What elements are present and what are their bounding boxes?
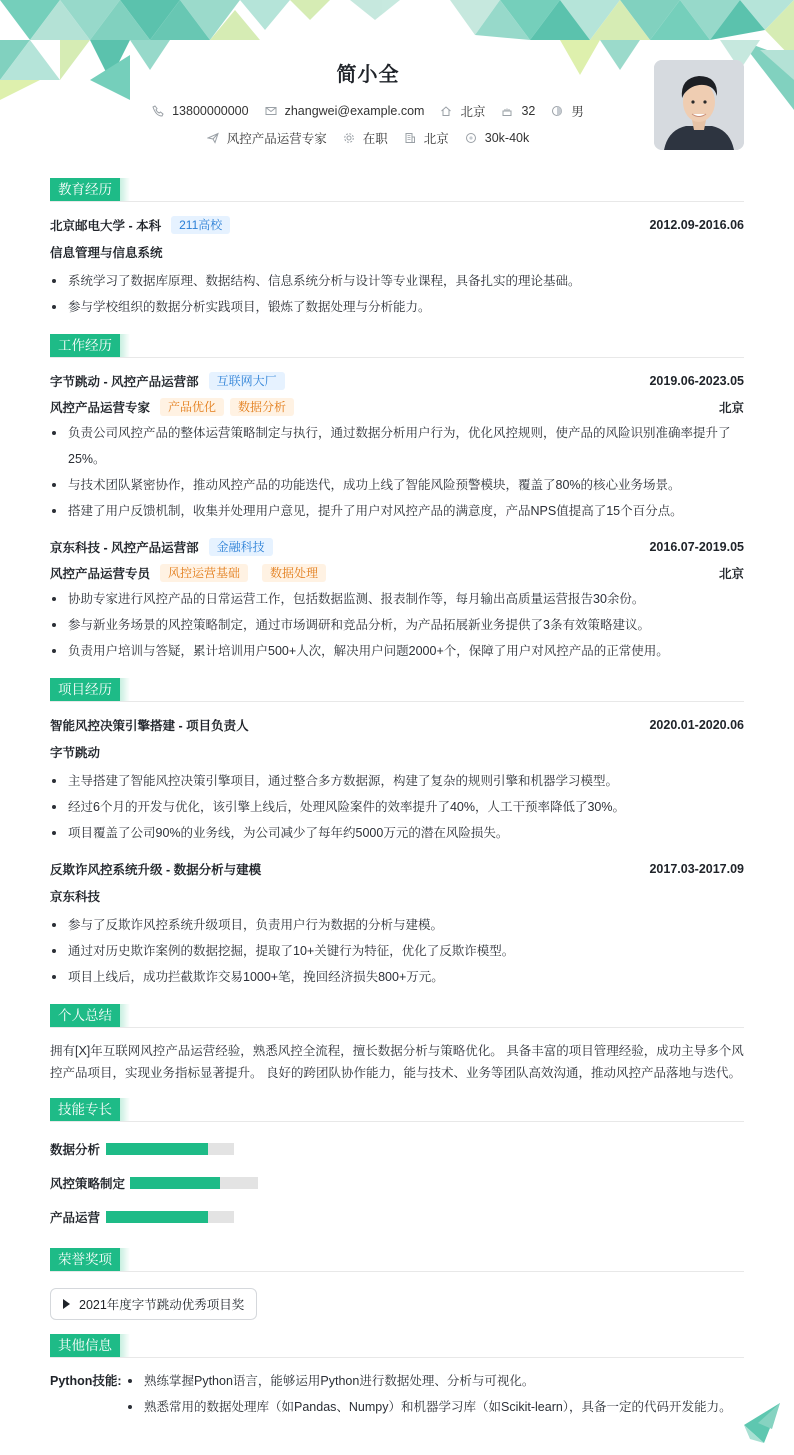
- company-name: 京东科技 - 风控产品运营部: [50, 541, 199, 555]
- skill-item: [50, 1132, 403, 1166]
- skills-list: [50, 1132, 744, 1234]
- bullet-list: [50, 768, 744, 846]
- skill-label: 产品运营: [50, 1211, 101, 1225]
- salary-text: 30k-40k: [484, 131, 530, 145]
- resume-header: [0, 0, 794, 170]
- role-tag: 数据分析: [230, 398, 294, 416]
- skill-fill: [130, 1177, 220, 1189]
- avatar-portrait: [654, 60, 744, 150]
- gender-text: 男: [571, 105, 584, 119]
- section-title: 工作经历: [50, 334, 120, 357]
- salary-item: [465, 131, 529, 145]
- bullet-item: 系统学习了数据库原理、数据结构、信息系统分析与设计等专业课程，具备扎实的理论基础。: [50, 268, 744, 294]
- work-city: 北京: [718, 567, 744, 581]
- gear-icon: [343, 132, 355, 144]
- home-icon: [440, 105, 452, 117]
- school-tag: 211高校: [171, 216, 230, 234]
- summary-section: [50, 1004, 744, 1084]
- entry-header: [50, 212, 744, 238]
- skill-bar: [106, 1211, 234, 1223]
- project-name: 智能风控决策引擎搭建 - 项目负责人: [50, 719, 249, 733]
- footer-decoration: [744, 1403, 780, 1443]
- bullet-item: 经过6个月的开发与优化，该引擎上线后，处理风险案件的效率提升了40%，人工干预率降低了30%。: [50, 794, 744, 820]
- projects-section: [50, 678, 744, 990]
- job-intent-row: [0, 129, 736, 147]
- skill-fill: [106, 1143, 208, 1155]
- bullet-item: 熟练掌握Python语言，能够运用Python进行数据处理、分析与可视化。: [126, 1368, 744, 1394]
- education-entry: [50, 212, 744, 320]
- entry-header: [50, 368, 744, 394]
- status-item: [343, 129, 388, 147]
- entry-date: 2020.01-2020.06: [649, 718, 744, 732]
- bullet-item: 负责公司风控产品的整体运营策略制定与执行，通过数据分析用户行为，优化风控规则，使产品的风险识别准确率提升了25%。: [50, 420, 744, 472]
- phone-text: 13800000000: [172, 104, 249, 118]
- section-header: [50, 1248, 744, 1272]
- section-title-tail: [120, 1334, 130, 1357]
- skill-item: [50, 1200, 403, 1234]
- project-name: 反欺诈风控系统升级 - 数据分析与建模: [50, 863, 262, 877]
- section-header: [50, 1098, 744, 1122]
- section-title-tail: [120, 178, 130, 201]
- section-title-tail: [120, 1098, 130, 1121]
- bullet-list: [126, 1368, 744, 1420]
- entry-header: [50, 534, 744, 560]
- section-title: 个人总结: [50, 1004, 120, 1027]
- role-row: [50, 560, 744, 586]
- work-section: [50, 334, 744, 664]
- award-text: 2021年度字节跳动优秀项目奖: [79, 1298, 245, 1312]
- coin-icon: [465, 132, 477, 144]
- role-row: [50, 394, 744, 420]
- status-text: 在职: [362, 132, 388, 146]
- bullet-list: [50, 268, 744, 320]
- section-title: 技能专长: [50, 1098, 120, 1121]
- project-entry: [50, 856, 744, 990]
- bullet-list: [50, 420, 744, 524]
- bullet-item: 熟悉常用的数据处理库（如Pandas、Numpy）和机器学习库（如Scikit-learn），具备一定的代码开发能力。: [126, 1394, 744, 1420]
- bullet-item: 主导搭建了智能风控决策引擎项目，通过整合多方数据源，构建了复杂的规则引擎和机器学习模型。: [50, 768, 744, 794]
- section-title: 教育经历: [50, 178, 120, 201]
- gender-icon: [551, 105, 563, 117]
- position-item: [207, 129, 327, 147]
- email-item: [265, 104, 425, 118]
- age-text: 32: [521, 104, 536, 118]
- bullet-item: 通过对历史欺诈案例的数据挖掘，提取了10+关键行为特征，优化了反欺诈模型。: [50, 938, 744, 964]
- role-tag: 风控运营基础: [160, 564, 248, 582]
- bullet-item: 与技术团队紧密协作，推动风控产品的功能迭代，成功上线了智能风险预警模块，覆盖了80%的核心业务场景。: [50, 472, 744, 498]
- city-item: [404, 129, 449, 147]
- role-tag: 数据处理: [262, 564, 326, 582]
- company-tag: 互联网大厂: [209, 372, 285, 390]
- candidate-name: 简小全: [336, 64, 400, 86]
- section-title-tail: [120, 678, 130, 701]
- bullet-item: 参与学校组织的数据分析实践项目，锻炼了数据处理与分析能力。: [50, 294, 744, 320]
- building-icon: [404, 132, 416, 144]
- email-icon: [265, 105, 277, 117]
- bullet-list: [50, 912, 744, 990]
- bullet-item: 参与了反欺诈风控系统升级项目，负责用户行为数据的分析与建模。: [50, 912, 744, 938]
- phone-item: [152, 104, 248, 118]
- gender-item: [551, 102, 584, 120]
- section-title: 项目经历: [50, 678, 120, 701]
- major-name: 信息管理与信息系统: [50, 246, 163, 260]
- position-text: 风控产品运营专家: [226, 132, 327, 146]
- section-header: [50, 1334, 744, 1358]
- work-city: 北京: [718, 401, 744, 415]
- other-label: Python技能:: [50, 1374, 122, 1388]
- resume-body: [50, 176, 744, 1420]
- avatar: [654, 60, 744, 150]
- skill-label: 数据分析: [50, 1143, 101, 1157]
- role-tag: 产品优化: [160, 398, 224, 416]
- city-text: 北京: [423, 132, 449, 146]
- role-name: 风控产品运营专家: [50, 401, 151, 415]
- email-text: zhangwei@example.com: [284, 104, 425, 118]
- school-name: 北京邮电大学 - 本科: [50, 219, 162, 233]
- bullet-item: 项目覆盖了公司90%的业务线，为公司减少了每年约5000万元的潜在风险损失。: [50, 820, 744, 846]
- section-header: [50, 1004, 744, 1028]
- skill-fill: [106, 1211, 208, 1223]
- project-entry: [50, 712, 744, 846]
- skills-section: [50, 1098, 744, 1234]
- section-title: 荣誉奖项: [50, 1248, 120, 1271]
- section-header: [50, 178, 744, 202]
- contact-row: [0, 102, 736, 120]
- skill-item: [50, 1166, 403, 1200]
- bullet-item: 负责用户培训与答疑，累计培训用户500+人次，解决用户问题2000+个，保障了用户对风控产品的正常使用。: [50, 638, 744, 664]
- entry-date: 2019.06-2023.05: [649, 374, 744, 388]
- bullet-item: 项目上线后，成功拦截欺诈交易1000+笔，挽回经济损失800+万元。: [50, 964, 744, 990]
- location-item: [440, 102, 485, 120]
- project-org: 京东科技: [50, 890, 101, 904]
- role-name: 风控产品运营专员: [50, 567, 151, 581]
- project-org: 字节跳动: [50, 746, 101, 760]
- award-item[interactable]: [50, 1288, 257, 1320]
- work-entry: [50, 534, 744, 664]
- section-header: [50, 334, 744, 358]
- section-title-tail: [120, 1248, 130, 1271]
- send-icon: [207, 132, 219, 144]
- section-header: [50, 678, 744, 702]
- company-name: 字节跳动 - 风控产品运营部: [50, 375, 199, 389]
- bullet-item: 参与新业务场景的风控策略制定，通过市场调研和竞品分析，为产品拓展新业务提供了3条有效策略建议。: [50, 612, 744, 638]
- age-item: [501, 104, 535, 118]
- skill-bar: [106, 1143, 234, 1155]
- education-section: [50, 178, 744, 320]
- entry-header: [50, 856, 744, 882]
- other-info: [50, 1368, 744, 1420]
- play-icon: [63, 1299, 70, 1309]
- entry-date: 2012.09-2016.06: [649, 218, 744, 232]
- entry-date: 2016.07-2019.05: [649, 540, 744, 554]
- summary-text: 拥有[X]年互联网风控产品运营经验，熟悉风控全流程，擅长数据分析与策略优化。 具备丰富的项目管理经验，成功主导多个风控产品项目，实现业务指标显著提升。 良好的跨团队协作能力，能与技术、业务等团队高效沟通，推动风控产品落地与迭代。: [50, 1044, 744, 1080]
- company-tag: 金融科技: [209, 538, 273, 556]
- section-title: 其他信息: [50, 1334, 120, 1357]
- awards-section: [50, 1248, 744, 1320]
- phone-icon: [152, 105, 164, 117]
- location-text: 北京: [460, 105, 486, 119]
- skill-bar: [130, 1177, 258, 1189]
- other-section: [50, 1334, 744, 1420]
- bullet-item: 协助专家进行风控产品的日常运营工作，包括数据监测、报表制作等，每月输出高质量运营报告30余份。: [50, 586, 744, 612]
- cake-icon: [501, 105, 513, 117]
- section-title-tail: [120, 334, 130, 357]
- bullet-item: 搭建了用户反馈机制，收集并处理用户意见，提升了用户对风控产品的满意度，产品NPS值提高了15个百分点。: [50, 498, 744, 524]
- entry-date: 2017.03-2017.09: [649, 862, 744, 876]
- section-title-tail: [120, 1004, 130, 1027]
- entry-header: [50, 712, 744, 738]
- bullet-list: [50, 586, 744, 664]
- skill-label: 风控策略制定: [50, 1177, 126, 1191]
- work-entry: [50, 368, 744, 524]
